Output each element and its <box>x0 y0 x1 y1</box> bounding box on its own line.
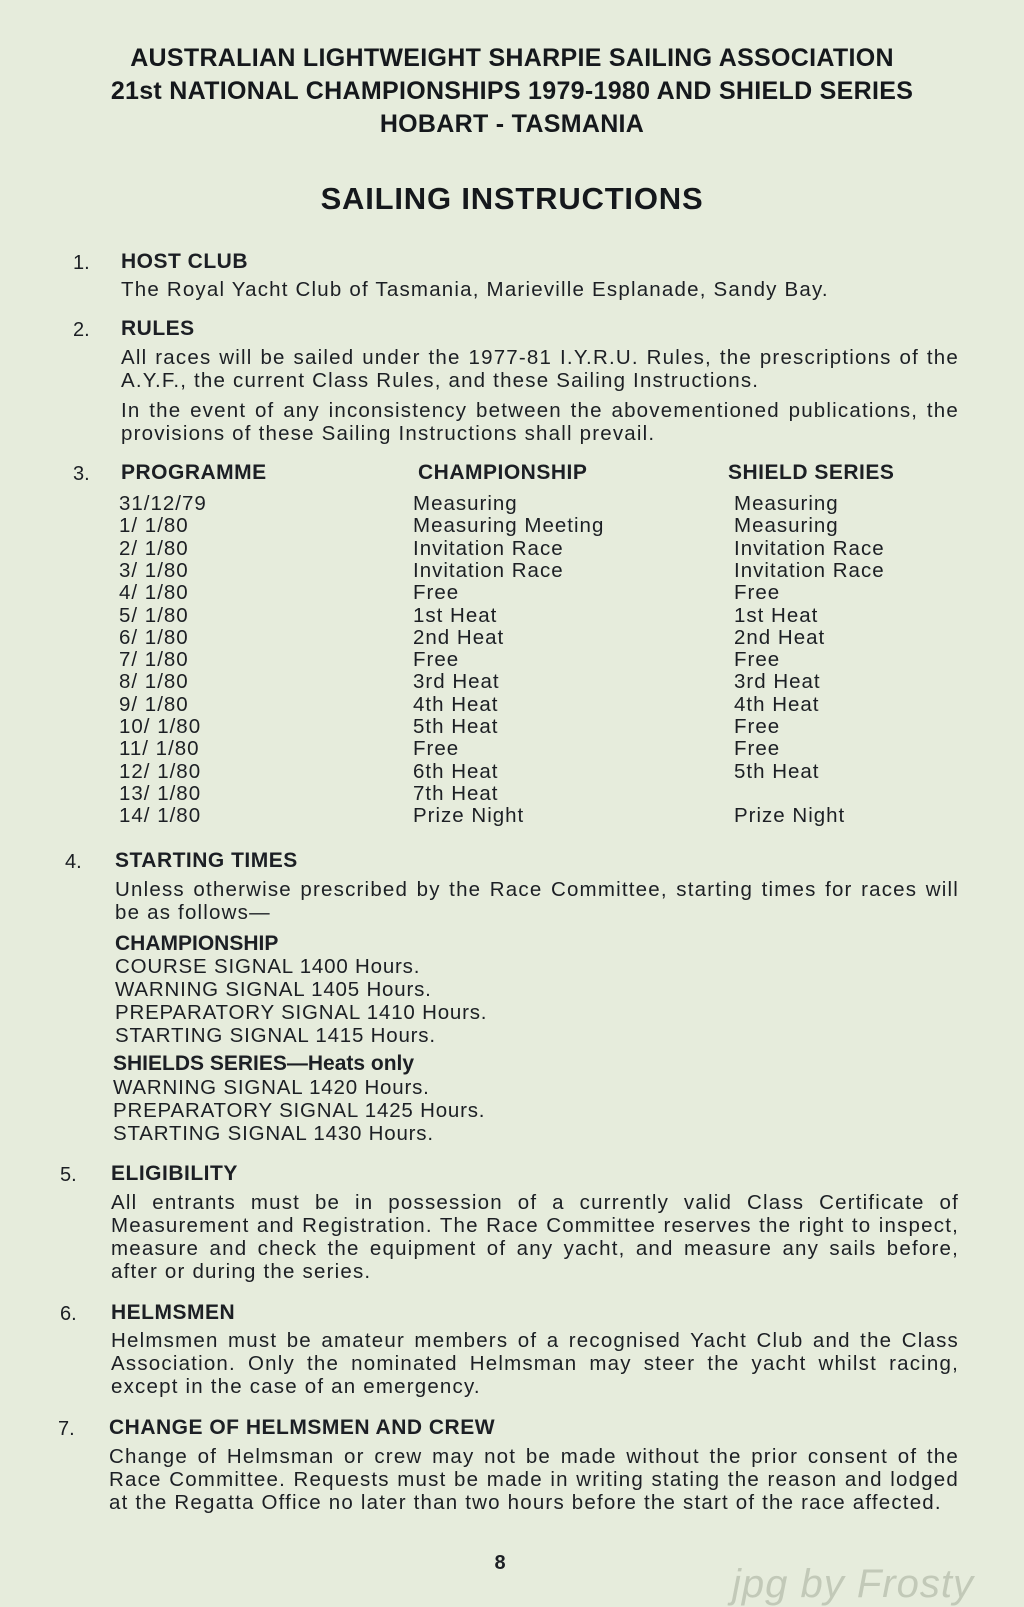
section-4-number: 4. <box>65 851 82 873</box>
programme-date: 9/ 1/80 <box>119 692 189 716</box>
programme-shield-event: Free <box>734 581 781 605</box>
programme-championship-event: Measuring <box>413 492 518 515</box>
programme-row <box>0 514 1024 536</box>
section-5-number: 5. <box>60 1164 77 1186</box>
watermark: jpg by Frosty <box>732 1562 974 1606</box>
programme-row <box>0 626 1024 648</box>
section-2-heading: RULES <box>121 317 195 340</box>
programme-row <box>0 581 1024 603</box>
programme-championship-event: Free <box>413 648 460 672</box>
programme-shield-event: 5th Heat <box>734 759 820 783</box>
section-3-number: 3. <box>73 463 90 485</box>
programme-shield-event: Prize Night <box>734 804 846 828</box>
programme-date: 6/ 1/80 <box>119 625 189 649</box>
programme-championship-event: Prize Night <box>413 804 525 828</box>
section-5-heading: ELIGIBILITY <box>111 1162 238 1185</box>
section-7-number: 7. <box>58 1418 75 1440</box>
programme-date: 2/ 1/80 <box>119 536 189 560</box>
programme-row <box>0 559 1024 581</box>
programme-row <box>0 648 1024 670</box>
shield-warning-signal-line: WARNING SIGNAL 1420 Hours. <box>113 1076 430 1099</box>
programme-championship-event: Invitation Race <box>413 536 564 560</box>
section-2-paragraph-1: All races will be sailed under the 1977-81 I.Y.R.U. Rules, the prescriptions of the A.Y.F., the current Class Rules, and these Sailing Instructions. <box>121 346 959 392</box>
programme-row <box>0 492 1024 514</box>
programme-championship-event: 2nd Heat <box>413 625 505 649</box>
programme-row <box>0 537 1024 559</box>
programme-shield-event: 2nd Heat <box>734 625 826 649</box>
programme-row <box>0 737 1024 759</box>
section-7-heading: CHANGE OF HELMSMEN AND CREW <box>109 1416 496 1439</box>
programme-date: 10/ 1/80 <box>119 715 202 738</box>
shield-series-column-heading: SHIELD SERIES <box>728 461 895 484</box>
programme-championship-event: 1st Heat <box>413 603 498 627</box>
championship-times-heading: CHAMPIONSHIP <box>115 932 279 955</box>
section-5-text: All entrants must be in possession of a currently valid Class Certificate of Measurement and Registration. The Race Committee reserves the right to inspect, measure and check the equipment of any yacht, and measure any sails before, after or during the series. <box>111 1191 959 1283</box>
programme-shield-event: Invitation Race <box>734 558 885 582</box>
programme-date: 4/ 1/80 <box>119 581 189 605</box>
programme-row <box>0 715 1024 737</box>
programme-shield-event: Measuring <box>734 492 839 515</box>
programme-row <box>0 804 1024 826</box>
championship-column-heading: CHAMPIONSHIP <box>418 461 588 484</box>
starting-signal-line: STARTING SIGNAL 1415 Hours. <box>115 1024 436 1047</box>
section-7-text: Change of Helmsman or crew may not be made without the prior consent of the Race Committee. Requests must be made in writing stating the reason and lodged at the Regatta Office no later than two hours before the start of the race affected. <box>109 1445 959 1514</box>
programme-championship-event: 7th Heat <box>413 781 499 805</box>
section-4-intro: Unless otherwise prescribed by the Race Committee, starting times for races will be as follows— <box>115 878 959 924</box>
section-6-heading: HELMSMEN <box>111 1301 236 1324</box>
section-1-text: The Royal Yacht Club of Tasmania, Marieville Esplanade, Sandy Bay. <box>121 278 829 301</box>
programme-date: 13/ 1/80 <box>119 781 202 805</box>
programme-championship-event: Invitation Race <box>413 558 564 582</box>
programme-date: 14/ 1/80 <box>119 804 202 828</box>
section-2-paragraph-2: In the event of any inconsistency between the abovementioned publications, the provisions of these Sailing Instructions shall prevail. <box>121 399 959 445</box>
programme-championship-event: Free <box>413 737 460 761</box>
preparatory-signal-line: PREPARATORY SIGNAL 1410 Hours. <box>115 1001 488 1024</box>
programme-championship-event: 4th Heat <box>413 692 499 716</box>
programme-championship-event: 3rd Heat <box>413 670 500 694</box>
section-1-number: 1. <box>73 252 90 274</box>
programme-shield-event: Free <box>734 715 781 738</box>
programme-championship-event: 6th Heat <box>413 759 499 783</box>
warning-signal-line: WARNING SIGNAL 1405 Hours. <box>115 978 432 1001</box>
programme-shield-event: 3rd Heat <box>734 670 821 694</box>
shields-series-times-heading: SHIELDS SERIES—Heats only <box>113 1052 415 1075</box>
programme-date: 11/ 1/80 <box>119 737 200 761</box>
section-1-heading: HOST CLUB <box>121 250 248 273</box>
programme-championship-event: Free <box>413 581 460 605</box>
programme-shield-event: Free <box>734 737 781 761</box>
programme-date: 31/12/79 <box>119 492 207 515</box>
header-line-1: AUSTRALIAN LIGHTWEIGHT SHARPIE SAILING ASSOCIATION <box>130 44 894 72</box>
header-line-3: HOBART - TASMANIA <box>379 110 645 138</box>
programme-row <box>0 693 1024 715</box>
page-title: SAILING INSTRUCTIONS <box>320 181 704 216</box>
section-2-number: 2. <box>73 319 90 341</box>
programme-date: 12/ 1/80 <box>119 759 202 783</box>
section-6-number: 6. <box>60 1303 77 1325</box>
programme-date: 3/ 1/80 <box>119 558 189 582</box>
programme-heading: PROGRAMME <box>121 461 267 484</box>
shield-preparatory-signal-line: PREPARATORY SIGNAL 1425 Hours. <box>113 1099 486 1122</box>
programme-date: 8/ 1/80 <box>119 670 189 694</box>
course-signal-line: COURSE SIGNAL 1400 Hours. <box>115 955 421 978</box>
programme-shield-event: 4th Heat <box>734 692 820 716</box>
programme-row <box>0 604 1024 626</box>
page-number: 8 <box>494 1552 506 1574</box>
programme-shield-event: 1st Heat <box>734 603 819 627</box>
programme-row <box>0 782 1024 804</box>
programme-row <box>0 670 1024 692</box>
shield-starting-signal-line: STARTING SIGNAL 1430 Hours. <box>113 1122 434 1145</box>
programme-shield-event: Free <box>734 648 781 672</box>
programme-championship-event: 5th Heat <box>413 715 499 738</box>
programme-shield-event: Invitation Race <box>734 536 885 560</box>
header-line-2: 21st NATIONAL CHAMPIONSHIPS 1979-1980 AND SHIELD SERIES <box>110 77 914 105</box>
section-6-text: Helmsmen must be amateur members of a recognised Yacht Club and the Class Association. Only the nominated Helmsman may steer the yacht whilst racing, except in the case of an emergency. <box>111 1329 959 1398</box>
programme-date: 7/ 1/80 <box>119 648 189 672</box>
programme-date: 1/ 1/80 <box>119 514 189 538</box>
section-4-heading: STARTING TIMES <box>115 849 298 872</box>
programme-shield-event: Measuring <box>734 514 839 538</box>
programme-championship-event: Measuring Meeting <box>413 514 605 538</box>
programme-date: 5/ 1/80 <box>119 603 189 627</box>
programme-row <box>0 760 1024 782</box>
